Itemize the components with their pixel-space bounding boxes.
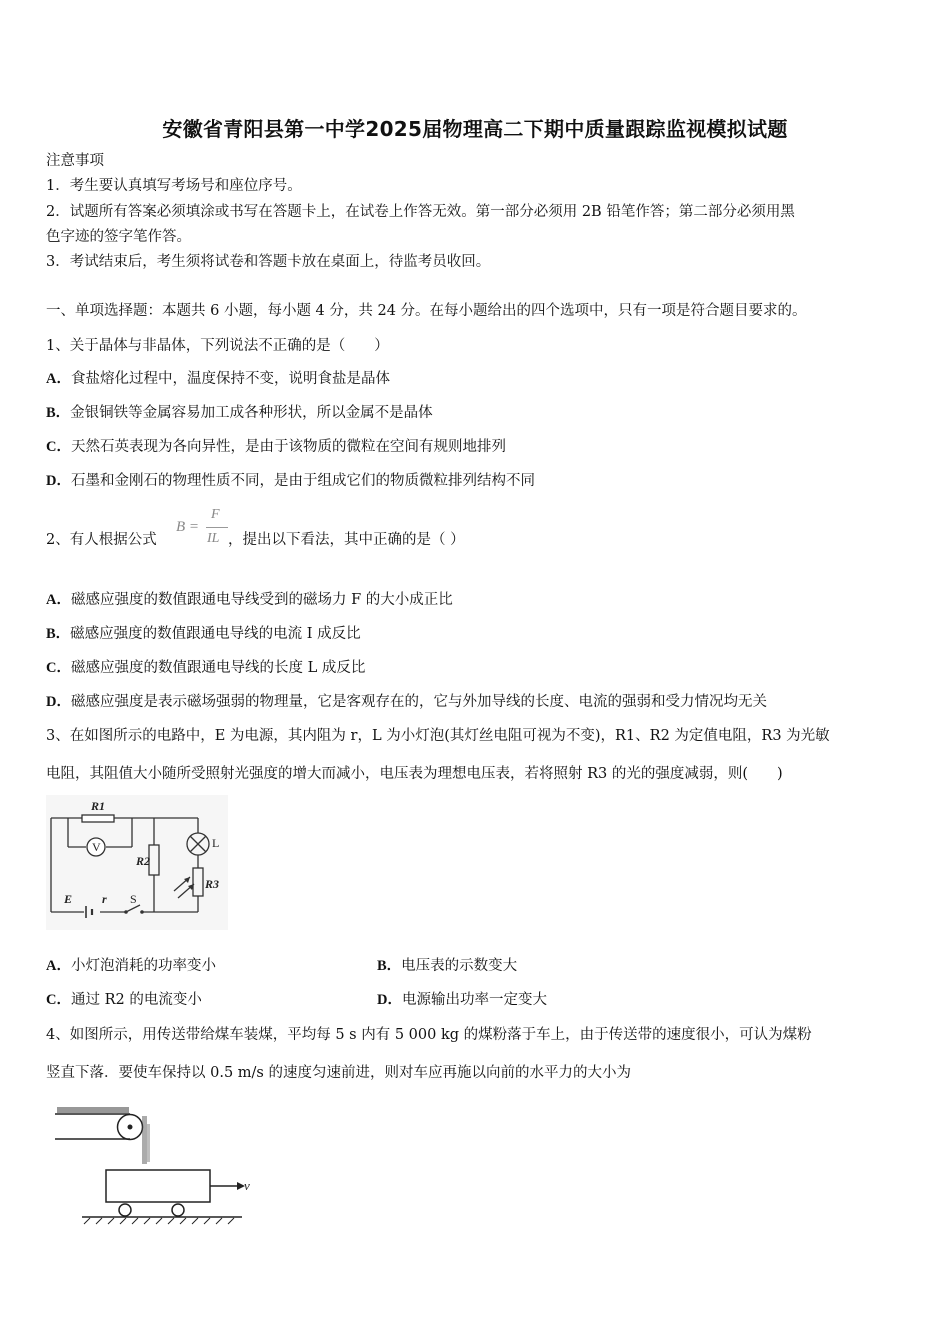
notice-heading: 注意事项 [46,153,104,169]
conveyor-coal-cart-figure [52,1094,257,1228]
question-4-stem-line2: 竖直下落．要使车保持以 0.5 m/s 的速度匀速前进，则对车应再施以向前的水平力的大小为 [46,1065,631,1081]
label-emf: E [64,892,73,906]
notice-item: 色字迹的签字笔作答。 [46,229,191,245]
question-3-stem-line1: 3、在如图所示的电路中，E 为电源，其内阻为 r，L 为小灯泡(其灯丝电阻可视为不变)，R1、R2 为定值电阻，R3 为光敏 [46,728,830,744]
q3-option-c: C．通过 R2 的电流变小 [46,992,202,1008]
notice-item: 1．考生要认真填写考场号和座位序号。 [46,178,302,194]
label-r1: R1 [91,799,106,813]
question-4-stem-line1: 4、如图所示，用传送带给煤车装煤，平均每 5 s 内有 5 000 kg 的煤粉落于车上，由于传送带的速度很小，可认为煤粉 [46,1027,812,1043]
question-2-stem-start: 2、有人根据公式 [46,532,157,548]
formula: B = F IL [176,507,236,551]
question-1-stem: 1、关于晶体与非晶体，下列说法不正确的是（ ） [46,338,389,354]
label-r3: R3 [205,877,220,891]
question-2-stem-end: ，提出以下看法，其中正确的是（ ） [228,532,465,548]
q2-option-a: A．磁感应强度的数值跟通电导线受到的磁场力 F 的大小成正比 [46,592,453,608]
q1-option-d: D．石墨和金刚石的物理性质不同，是由于组成它们的物质微粒排列结构不同 [46,473,535,489]
notice-item: 3．考试结束后，考生须将试卷和答题卡放在桌面上，待监考员收回。 [46,254,491,270]
q2-option-c: C．磁感应强度的数值跟通电导线的长度 L 成反比 [46,660,366,676]
label-r2: R2 [136,854,151,868]
notice-item: 2．试题所有答案必须填涂或书写在答题卡上，在试卷上作答无效。第一部分必须用 2B 铅笔作答；第二部分必须用黑 [46,204,795,220]
label-velocity: v [244,1178,250,1193]
label-internal-r: r [102,892,107,906]
q3-option-b: B．电压表的示数变大 [377,958,518,974]
page-title: 安徽省青阳县第一中学2025届物理高二下期中质量跟踪监视模拟试题 [162,117,788,141]
section-heading: 一、单项选择题：本题共 6 小题，每小题 4 分，共 24 分。在每小题给出的四个选项中，只有一项是符合题目要求的。 [46,303,807,319]
q2-option-d: D．磁感应强度是表示磁场强弱的物理量，它是客观存在的，它与外加导线的长度、电流的强弱和受力情况均无关 [46,694,767,710]
circuit-diagram [46,795,228,930]
label-lamp: L [212,836,220,850]
q1-option-b: B．金银铜铁等金属容易加工成各种形状，所以金属不是晶体 [46,405,433,421]
question-3-stem-line2: 电阻，其阻值大小随所受照射光强度的增大而减小，电压表为理想电压表，若将照射 R3 的光的强度减弱，则( ) [46,766,783,782]
label-voltmeter: V [92,840,101,854]
q3-option-d: D．电源输出功率一定变大 [377,992,547,1008]
q3-option-a: A．小灯泡消耗的功率变小 [46,958,216,974]
q2-option-b: B．磁感应强度的数值跟通电导线的电流 I 成反比 [46,626,361,642]
q1-option-c: C．天然石英表现为各向异性，是由于该物质的微粒在空间有规则地排列 [46,439,506,455]
label-switch: S [130,892,137,906]
q1-option-a: A．食盐熔化过程中，温度保持不变，说明食盐是晶体 [46,371,390,387]
